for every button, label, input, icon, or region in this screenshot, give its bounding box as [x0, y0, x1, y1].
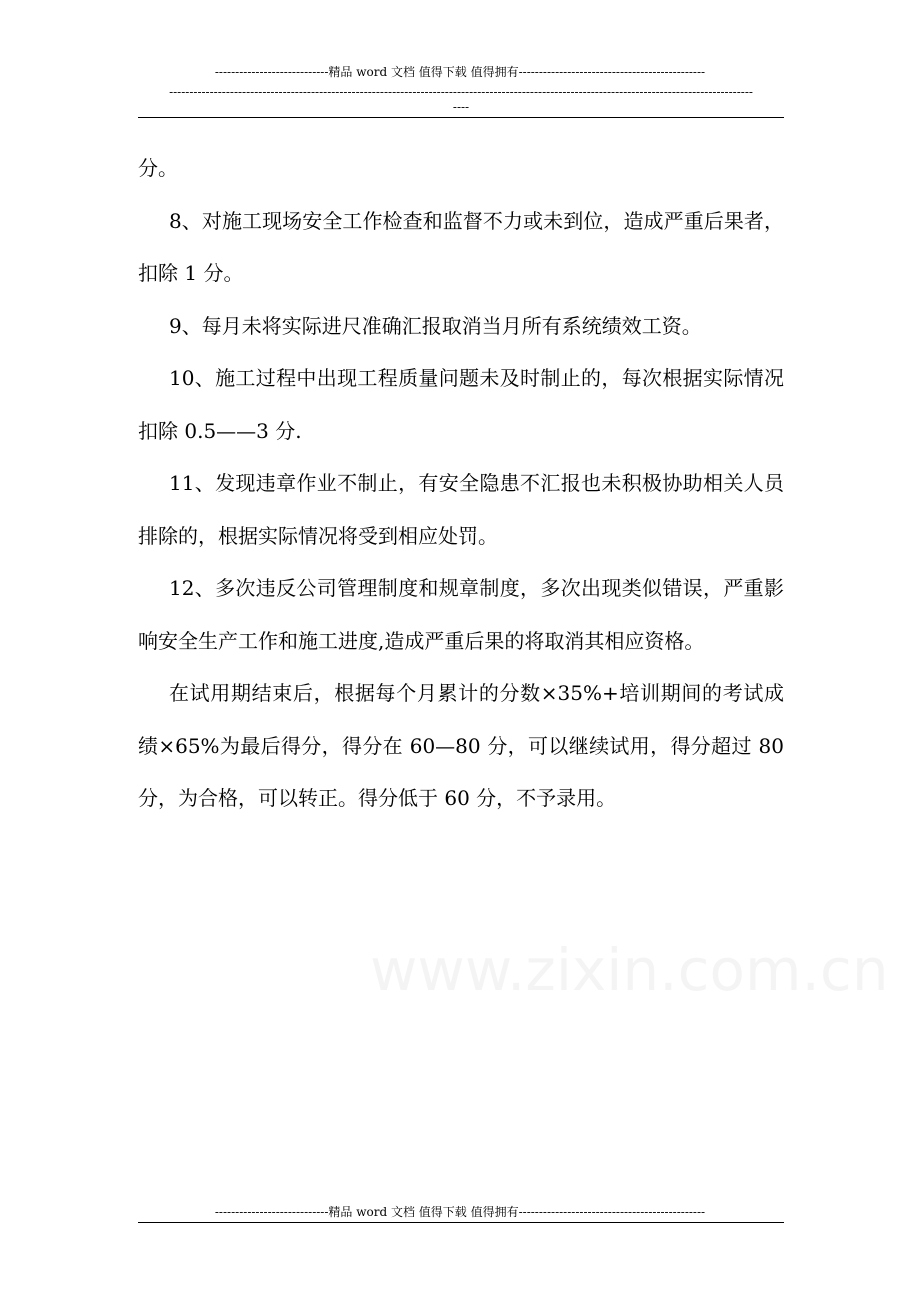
footer-banner: ----------------------------精品 word 文档 值得下载 值得拥有---------------------------------------------- — [214, 1205, 706, 1219]
watermark — [370, 935, 670, 1005]
paragraph-item-12: 12、多次违反公司管理制度和规章制度，多次出现类似错误，严重影响安全生产工作和施工进度,造成严重后果的将取消其相应资格。 — [138, 576, 784, 653]
paragraph-item-9: 9、每月未将实际进尺准确汇报取消当月所有系统绩效工资。 — [169, 313, 702, 338]
header-banner: ----------------------------精品 word 文档 值得下载 值得拥有---------------------------------------------- — [214, 65, 706, 79]
footer-rule — [138, 1222, 784, 1223]
document-body — [138, 142, 784, 825]
header-dash-tail: ---- — [452, 100, 470, 114]
paragraph-continuation: 分。 — [138, 156, 178, 180]
header-rule — [138, 117, 784, 118]
paragraph-item-11: 11、发现违章作业不制止，有安全隐患不汇报也未积极协助相关人员排除的，根据实际情况将受到相应处罚。 — [138, 471, 784, 548]
paragraph-conclusion: 在试用期结束后，根据每个月累计的分数×35%+培训期间的考试成绩×65%为最后得分，得分在 60—80 分，可以继续试用，得分超过 80 分，为合格，可以转正。得分低于 60 分，不予录用。 — [138, 681, 784, 810]
header-dash-line: ------------------------------------------------------------------------------------------------------------------------------------------------ — [169, 86, 753, 98]
paragraph-item-10: 10、施工过程中出现工程质量问题未及时制止的，每次根据实际情况扣除 0.5——3 分. — [138, 366, 784, 443]
paragraph-item-8: 8、对施工现场安全工作检查和监督不力或未到位，造成严重后果者，扣除 1 分。 — [138, 208, 784, 285]
